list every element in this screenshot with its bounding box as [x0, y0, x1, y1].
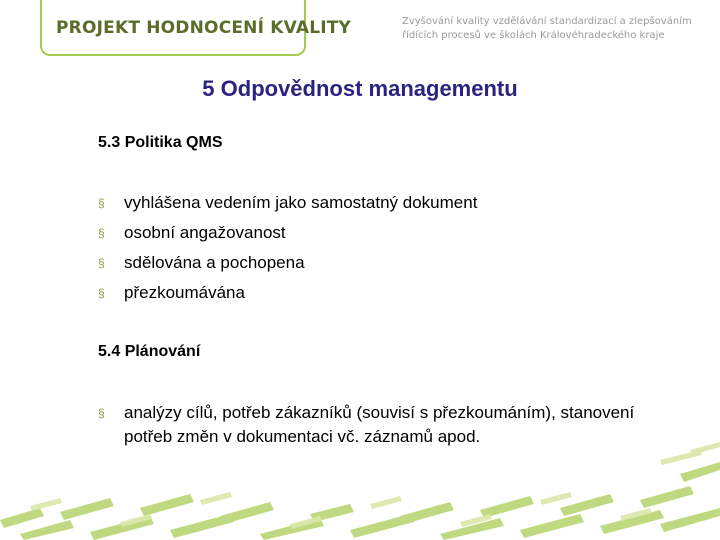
stripe — [30, 498, 62, 511]
subtitle-line-2: řídících procesů ve školách Královéhradeckého kraje — [402, 30, 665, 41]
list-item — [98, 218, 477, 248]
politika-list — [98, 188, 477, 308]
section-heading-planovani: 5.4 Plánování — [98, 343, 201, 360]
list-item-text: osobní angažovanost — [124, 223, 286, 242]
stripe — [370, 496, 402, 509]
stripe — [0, 508, 44, 528]
list-item — [98, 278, 477, 308]
list-item-text: přezkoumávána — [124, 283, 245, 302]
list-item — [98, 248, 477, 278]
list-item — [98, 188, 477, 218]
stripe — [520, 514, 584, 538]
stripe — [20, 520, 74, 540]
project-title: PROJEKT HODNOCENÍ KVALITY — [56, 18, 352, 38]
stripe — [400, 502, 454, 524]
list-item-text: sdělována a pochopena — [124, 253, 305, 272]
slide-title: 5 Odpovědnost managementu — [202, 76, 518, 101]
stripe — [540, 492, 572, 505]
stripe — [140, 494, 194, 516]
stripe — [660, 508, 720, 532]
project-banner — [40, 0, 352, 56]
stripe — [200, 492, 232, 505]
section-sign-icon: § — [98, 226, 105, 240]
stripe — [220, 502, 274, 524]
list-item-text: vyhlášena vedením jako samostatný dokument — [124, 193, 478, 212]
section-sign-icon: § — [98, 286, 105, 300]
section-sign-icon: § — [98, 406, 105, 420]
decorative-stripes — [0, 430, 720, 540]
slide-title-wrap — [0, 76, 720, 102]
stripe — [640, 486, 694, 508]
stripe — [60, 498, 114, 520]
stripe — [680, 462, 720, 482]
stripe — [660, 450, 702, 465]
section-sign-icon: § — [98, 256, 105, 270]
project-subtitle — [402, 15, 692, 43]
list-item-text: analýzy cílů, potřeb zákazníků (souvisí s přezkoumáním), stanovení potřeb změn v dokumentaci vč. záznamů apod. — [124, 403, 635, 446]
subtitle-line-1: Zvyšování kvality vzdělávání standardizací a zlepšováním — [402, 16, 692, 27]
section-sign-icon: § — [98, 196, 105, 210]
section-heading-politika: 5.3 Politika QMS — [98, 134, 223, 151]
